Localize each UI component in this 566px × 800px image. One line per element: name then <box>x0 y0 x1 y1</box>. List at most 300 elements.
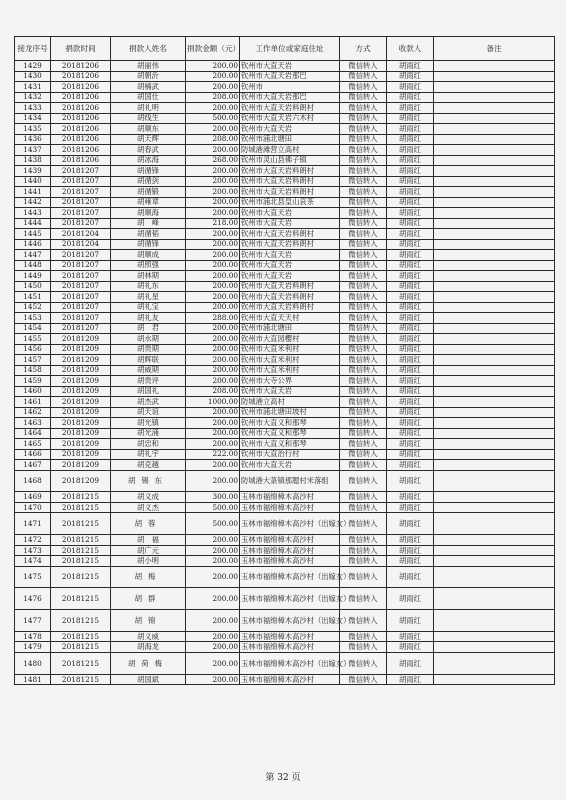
cell-amount: 200.00 <box>186 281 240 292</box>
cell-amount: 200.00 <box>186 166 240 177</box>
cell-address: 钦州市浦北塘田 <box>240 134 340 145</box>
cell-method: 微信转入 <box>340 302 387 313</box>
cell-receiver: 胡雨红 <box>387 566 434 588</box>
cell-seq: 1469 <box>15 492 51 503</box>
cell-method: 微信转入 <box>340 674 387 685</box>
cell-receiver: 胡雨红 <box>387 197 434 208</box>
cell-receiver: 胡雨红 <box>387 176 434 187</box>
cell-seq: 1476 <box>15 588 51 610</box>
cell-receiver: 胡雨红 <box>387 218 434 229</box>
cell-address: 钦州市灵山县佛子镇 <box>240 155 340 166</box>
cell-seq: 1467 <box>15 460 51 471</box>
cell-remarks <box>434 610 555 632</box>
cell-method: 微信转入 <box>340 631 387 642</box>
cell-date: 20181204 <box>51 229 111 240</box>
cell-donor-name: 胡锦 <box>111 610 186 632</box>
header-donor-name: 捐款人姓名 <box>111 37 186 61</box>
cell-amount: 200.00 <box>186 145 240 156</box>
cell-receiver: 胡雨红 <box>387 513 434 535</box>
cell-date: 20181215 <box>51 545 111 556</box>
cell-seq: 1457 <box>15 355 51 366</box>
cell-donor-name: 胡贵期 <box>111 344 186 355</box>
header-remarks: 备注 <box>434 37 555 61</box>
cell-receiver: 胡雨红 <box>387 166 434 177</box>
table-row <box>15 197 555 208</box>
cell-seq: 1434 <box>15 113 51 124</box>
cell-seq: 1439 <box>15 166 51 177</box>
table-row <box>15 610 555 632</box>
cell-address: 钦州市大直义和那琴 <box>240 418 340 429</box>
cell-seq: 1448 <box>15 260 51 271</box>
cell-method: 微信转入 <box>340 197 387 208</box>
cell-seq: 1462 <box>15 407 51 418</box>
cell-amount: 200.00 <box>186 61 240 72</box>
cell-receiver: 胡雨红 <box>387 113 434 124</box>
cell-receiver: 胡雨红 <box>387 155 434 166</box>
cell-receiver: 胡雨红 <box>387 344 434 355</box>
cell-remarks <box>434 492 555 503</box>
cell-donor-name: 胡春武 <box>111 145 186 156</box>
cell-amount: 200.00 <box>186 260 240 271</box>
table-row <box>15 418 555 429</box>
cell-donor-name: 胡雍章 <box>111 197 186 208</box>
cell-amount: 500.00 <box>186 513 240 535</box>
cell-date: 20181215 <box>51 610 111 632</box>
cell-address: 钦州市 <box>240 82 340 93</box>
cell-donor-name: 胡循剑 <box>111 176 186 187</box>
cell-amount: 268.00 <box>186 155 240 166</box>
cell-method: 微信转入 <box>340 271 387 282</box>
cell-date: 20181206 <box>51 124 111 135</box>
cell-donor-name: 胡顺海 <box>111 208 186 219</box>
cell-date: 20181206 <box>51 134 111 145</box>
table-row <box>15 271 555 282</box>
cell-method: 微信转入 <box>340 365 387 376</box>
cell-amount: 200.00 <box>186 229 240 240</box>
cell-seq: 1464 <box>15 428 51 439</box>
cell-receiver: 胡雨红 <box>387 250 434 261</box>
cell-remarks <box>434 397 555 408</box>
cell-method: 微信转入 <box>340 82 387 93</box>
cell-method: 微信转入 <box>340 323 387 334</box>
cell-seq: 1447 <box>15 250 51 261</box>
cell-method: 微信转入 <box>340 92 387 103</box>
cell-receiver: 胡雨红 <box>387 229 434 240</box>
cell-donor-name: 胡照强 <box>111 260 186 271</box>
cell-method: 微信转入 <box>340 124 387 135</box>
cell-address: 钦州市大直天岩料朗村 <box>240 176 340 187</box>
cell-amount: 200.00 <box>186 376 240 387</box>
cell-receiver: 胡雨红 <box>387 492 434 503</box>
table-row <box>15 674 555 685</box>
cell-remarks <box>434 365 555 376</box>
cell-receiver: 胡雨红 <box>387 460 434 471</box>
cell-remarks <box>434 407 555 418</box>
cell-method: 微信转入 <box>340 449 387 460</box>
cell-method: 微信转入 <box>340 187 387 198</box>
cell-donor-name: 胡循韬 <box>111 229 186 240</box>
cell-address: 钦州市大直天岩料朗村 <box>240 281 340 292</box>
cell-receiver: 胡雨红 <box>387 535 434 546</box>
cell-seq: 1452 <box>15 302 51 313</box>
cell-method: 微信转入 <box>340 176 387 187</box>
header-receiver: 收款人 <box>387 37 434 61</box>
cell-seq: 1443 <box>15 208 51 219</box>
cell-address: 钦州市大直天岩那巴 <box>240 92 340 103</box>
cell-address: 钦州市大直米利村 <box>240 355 340 366</box>
cell-receiver: 胡雨红 <box>387 71 434 82</box>
cell-remarks <box>434 71 555 82</box>
table-row <box>15 397 555 408</box>
cell-remarks <box>434 302 555 313</box>
header-seq: 接龙序号 <box>15 37 51 61</box>
cell-date: 20181209 <box>51 355 111 366</box>
cell-method: 微信转入 <box>340 588 387 610</box>
cell-remarks <box>434 271 555 282</box>
cell-receiver: 胡雨红 <box>387 652 434 674</box>
table-row <box>15 187 555 198</box>
donation-ledger-table <box>14 36 555 685</box>
table-row <box>15 292 555 303</box>
cell-remarks <box>434 652 555 674</box>
cell-seq: 1460 <box>15 386 51 397</box>
cell-address: 钦州市大直天岩料朗村 <box>240 229 340 240</box>
cell-receiver: 胡雨红 <box>387 610 434 632</box>
cell-amount: 288.00 <box>186 313 240 324</box>
cell-receiver: 胡雨红 <box>387 556 434 567</box>
cell-date: 20181207 <box>51 302 111 313</box>
cell-amount: 200.00 <box>186 631 240 642</box>
cell-remarks <box>434 535 555 546</box>
cell-donor-name: 胡 峰 <box>111 218 186 229</box>
cell-amount: 200.00 <box>186 334 240 345</box>
cell-address: 防城港大菉镇那腮村米落组 <box>240 470 340 492</box>
cell-remarks <box>434 439 555 450</box>
cell-method: 微信转入 <box>340 155 387 166</box>
cell-donor-name: 胡 君 <box>111 323 186 334</box>
table-row <box>15 631 555 642</box>
cell-donor-name: 胡循锻 <box>111 187 186 198</box>
cell-seq: 1458 <box>15 365 51 376</box>
cell-receiver: 胡雨红 <box>387 187 434 198</box>
cell-receiver: 胡雨红 <box>387 470 434 492</box>
cell-remarks <box>434 124 555 135</box>
table-row <box>15 556 555 567</box>
table-row <box>15 407 555 418</box>
table-row <box>15 176 555 187</box>
cell-remarks <box>434 155 555 166</box>
cell-receiver: 胡雨红 <box>387 271 434 282</box>
table-row <box>15 124 555 135</box>
cell-method: 微信转入 <box>340 502 387 513</box>
cell-seq: 1444 <box>15 218 51 229</box>
cell-remarks <box>434 229 555 240</box>
cell-seq: 1450 <box>15 281 51 292</box>
cell-donor-name: 胡礼东 <box>111 281 186 292</box>
cell-remarks <box>434 166 555 177</box>
cell-receiver: 胡雨红 <box>387 145 434 156</box>
cell-seq: 1465 <box>15 439 51 450</box>
cell-method: 微信转入 <box>340 166 387 177</box>
cell-seq: 1479 <box>15 642 51 653</box>
cell-address: 钦州市大直天岩 <box>240 386 340 397</box>
table-row <box>15 302 555 313</box>
cell-method: 微信转入 <box>340 397 387 408</box>
cell-method: 微信转入 <box>340 313 387 324</box>
cell-seq: 1463 <box>15 418 51 429</box>
cell-seq: 1478 <box>15 631 51 642</box>
cell-date: 20181209 <box>51 428 111 439</box>
cell-remarks <box>434 313 555 324</box>
cell-seq: 1481 <box>15 674 51 685</box>
table-row <box>15 642 555 653</box>
cell-date: 20181207 <box>51 260 111 271</box>
table-row <box>15 545 555 556</box>
cell-donor-name: 胡天谊 <box>111 407 186 418</box>
cell-remarks <box>434 418 555 429</box>
cell-address: 钦州市大直米利村 <box>240 344 340 355</box>
cell-address: 钦州市大直天岩料朗村 <box>240 166 340 177</box>
cell-amount: 200.00 <box>186 556 240 567</box>
table-row <box>15 470 555 492</box>
cell-method: 微信转入 <box>340 376 387 387</box>
cell-address: 钦州市大直园樱村 <box>240 334 340 345</box>
cell-remarks <box>434 82 555 93</box>
cell-method: 微信转入 <box>340 229 387 240</box>
table-row <box>15 134 555 145</box>
cell-date: 20181215 <box>51 642 111 653</box>
cell-remarks <box>434 218 555 229</box>
cell-amount: 200.00 <box>186 674 240 685</box>
cell-receiver: 胡雨红 <box>387 313 434 324</box>
cell-receiver: 胡雨红 <box>387 449 434 460</box>
cell-remarks <box>434 556 555 567</box>
cell-address: 钦州市浦北塘田 <box>240 323 340 334</box>
cell-seq: 1477 <box>15 610 51 632</box>
cell-donor-name: 胡国仕 <box>111 92 186 103</box>
cell-method: 微信转入 <box>340 535 387 546</box>
cell-donor-name: 胡群 <box>111 588 186 610</box>
cell-amount: 200.00 <box>186 355 240 366</box>
cell-seq: 1461 <box>15 397 51 408</box>
table-row <box>15 103 555 114</box>
table-row <box>15 502 555 513</box>
cell-receiver: 胡雨红 <box>387 124 434 135</box>
cell-date: 20181207 <box>51 187 111 198</box>
cell-amount: 1000.00 <box>186 397 240 408</box>
cell-seq: 1440 <box>15 176 51 187</box>
cell-address: 钦州市大直天岩料朗村 <box>240 187 340 198</box>
cell-date: 20181209 <box>51 334 111 345</box>
cell-date: 20181206 <box>51 61 111 72</box>
cell-seq: 1449 <box>15 271 51 282</box>
cell-address: 钦州市浦北县皇山哀茶 <box>240 197 340 208</box>
cell-remarks <box>434 281 555 292</box>
table-row <box>15 71 555 82</box>
cell-donor-name: 胡忠和 <box>111 439 186 450</box>
cell-remarks <box>434 428 555 439</box>
cell-seq: 1471 <box>15 513 51 535</box>
cell-receiver: 胡雨红 <box>387 502 434 513</box>
cell-address: 玉林市福绵樟木高沙村 <box>240 556 340 567</box>
cell-seq: 1459 <box>15 376 51 387</box>
cell-address: 钦州市大直义和那琴 <box>240 439 340 450</box>
cell-seq: 1438 <box>15 155 51 166</box>
cell-address: 钦州市大直天岩那巴 <box>240 71 340 82</box>
cell-address: 钦州市大直米利村 <box>240 365 340 376</box>
header-amount: 捐款金额（元） <box>186 37 240 61</box>
cell-donor-name: 胡顺成 <box>111 250 186 261</box>
cell-amount: 200.00 <box>186 545 240 556</box>
table-row <box>15 439 555 450</box>
cell-receiver: 胡雨红 <box>387 281 434 292</box>
cell-date: 20181209 <box>51 397 111 408</box>
cell-address: 钦州市大直天岩 <box>240 260 340 271</box>
cell-seq: 1466 <box>15 449 51 460</box>
cell-donor-name: 胡辉联 <box>111 355 186 366</box>
cell-method: 微信转入 <box>340 470 387 492</box>
cell-donor-name: 胡礼星 <box>111 292 186 303</box>
cell-date: 20181215 <box>51 492 111 503</box>
cell-donor-name: 胡海龙 <box>111 642 186 653</box>
cell-date: 20181209 <box>51 344 111 355</box>
cell-donor-name: 胡义威 <box>111 631 186 642</box>
cell-seq: 1468 <box>15 470 51 492</box>
cell-amount: 200.00 <box>186 642 240 653</box>
cell-address: 钦州市大寺公界 <box>240 376 340 387</box>
table-body <box>15 61 555 685</box>
cell-amount: 500.00 <box>186 113 240 124</box>
cell-amount: 200.00 <box>186 271 240 282</box>
cell-date: 20181207 <box>51 197 111 208</box>
cell-date: 20181204 <box>51 239 111 250</box>
cell-amount: 200.00 <box>186 292 240 303</box>
cell-seq: 1480 <box>15 652 51 674</box>
cell-date: 20181209 <box>51 439 111 450</box>
cell-remarks <box>434 292 555 303</box>
table-row <box>15 513 555 535</box>
cell-date: 20181207 <box>51 166 111 177</box>
cell-method: 微信转入 <box>340 292 387 303</box>
cell-remarks <box>434 502 555 513</box>
cell-seq: 1472 <box>15 535 51 546</box>
cell-donor-name: 胡朝沂 <box>111 71 186 82</box>
cell-amount: 200.00 <box>186 535 240 546</box>
cell-remarks <box>434 176 555 187</box>
cell-donor-name: 胡国斌 <box>111 674 186 685</box>
cell-receiver: 胡雨红 <box>387 292 434 303</box>
cell-donor-name: 胡丽伟 <box>111 61 186 72</box>
table-row <box>15 365 555 376</box>
cell-address: 玉林市福绵樟木高沙村 <box>240 545 340 556</box>
cell-amount: 200.00 <box>186 323 240 334</box>
cell-receiver: 胡雨红 <box>387 588 434 610</box>
header-address: 工作单位或家庭住址 <box>240 37 340 61</box>
table-row <box>15 260 555 271</box>
cell-remarks <box>434 208 555 219</box>
table-row <box>15 250 555 261</box>
cell-donor-name: 胡顺东 <box>111 124 186 135</box>
cell-date: 20181215 <box>51 588 111 610</box>
cell-donor-name: 胡义成 <box>111 492 186 503</box>
cell-receiver: 胡雨红 <box>387 61 434 72</box>
cell-donor-name: 胡楠武 <box>111 82 186 93</box>
cell-amount: 218.00 <box>186 218 240 229</box>
cell-method: 微信转入 <box>340 71 387 82</box>
cell-remarks <box>434 513 555 535</box>
cell-date: 20181209 <box>51 449 111 460</box>
cell-seq: 1456 <box>15 344 51 355</box>
cell-receiver: 胡雨红 <box>387 302 434 313</box>
cell-amount: 200.00 <box>186 239 240 250</box>
cell-remarks <box>434 239 555 250</box>
cell-date: 20181215 <box>51 566 111 588</box>
cell-amount: 200.00 <box>186 250 240 261</box>
cell-donor-name: 胡林期 <box>111 271 186 282</box>
cell-remarks <box>434 92 555 103</box>
cell-donor-name: 胡水期 <box>111 334 186 345</box>
cell-remarks <box>434 344 555 355</box>
cell-remarks <box>434 376 555 387</box>
table-row <box>15 155 555 166</box>
cell-donor-name: 胡循锋 <box>111 166 186 177</box>
table-row <box>15 588 555 610</box>
cell-method: 微信转入 <box>340 407 387 418</box>
table-row <box>15 218 555 229</box>
cell-remarks <box>434 545 555 556</box>
cell-remarks <box>434 674 555 685</box>
cell-method: 微信转入 <box>340 556 387 567</box>
cell-date: 20181215 <box>51 535 111 546</box>
cell-date: 20181215 <box>51 652 111 674</box>
cell-remarks <box>434 250 555 261</box>
cell-seq: 1441 <box>15 187 51 198</box>
cell-remarks <box>434 642 555 653</box>
cell-seq: 1431 <box>15 82 51 93</box>
cell-receiver: 胡雨红 <box>387 428 434 439</box>
cell-address: 玉林市福绵樟木高沙村 <box>240 631 340 642</box>
cell-address: 玉林市福绵樟木高沙村（出嫁女） <box>240 610 340 632</box>
cell-amount: 200.00 <box>186 566 240 588</box>
cell-amount: 200.00 <box>186 407 240 418</box>
cell-address: 钦州市大直天岩 <box>240 218 340 229</box>
cell-remarks <box>434 449 555 460</box>
cell-address: 钦州市大直天岩 <box>240 124 340 135</box>
cell-address: 玉林市福绵樟木高沙村 <box>240 674 340 685</box>
table-row <box>15 344 555 355</box>
table-row <box>15 92 555 103</box>
cell-amount: 500.00 <box>186 502 240 513</box>
cell-address: 钦州市大直天岩料朗村 <box>240 239 340 250</box>
cell-method: 微信转入 <box>340 218 387 229</box>
cell-method: 微信转入 <box>340 239 387 250</box>
cell-address: 钦州市大直天岩料朗村 <box>240 103 340 114</box>
cell-amount: 208.00 <box>186 386 240 397</box>
cell-method: 微信转入 <box>340 103 387 114</box>
cell-amount: 208.00 <box>186 134 240 145</box>
cell-date: 20181207 <box>51 313 111 324</box>
cell-method: 微信转入 <box>340 492 387 503</box>
cell-donor-name: 胡光涌 <box>111 428 186 439</box>
table-row <box>15 113 555 124</box>
cell-amount: 200.00 <box>186 124 240 135</box>
cell-date: 20181206 <box>51 82 111 93</box>
cell-receiver: 胡雨红 <box>387 386 434 397</box>
cell-seq: 1429 <box>15 61 51 72</box>
cell-amount: 200.00 <box>186 428 240 439</box>
cell-date: 20181209 <box>51 407 111 418</box>
cell-date: 20181215 <box>51 556 111 567</box>
